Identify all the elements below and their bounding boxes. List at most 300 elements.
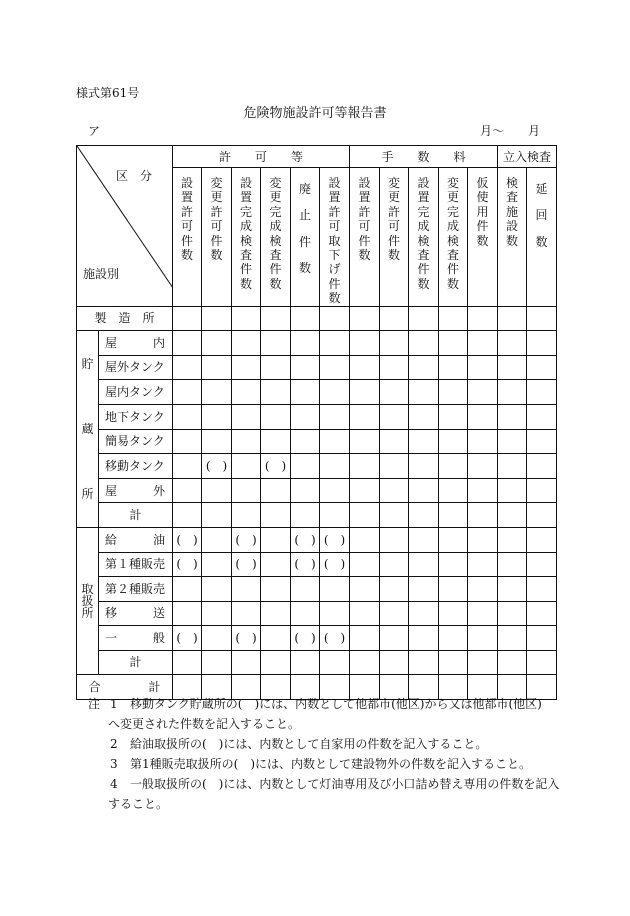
data-cell[interactable] [320, 331, 350, 356]
data-cell[interactable] [173, 355, 202, 380]
column-header-char: 査 [239, 247, 252, 262]
row-label: 簡易タンク [99, 429, 173, 454]
data-cell[interactable] [232, 429, 261, 454]
data-cell[interactable] [409, 552, 439, 577]
column-header-char: 取 [328, 233, 341, 248]
column-header-char: 数 [535, 234, 548, 249]
column-header-char: 完 [269, 204, 282, 219]
column-header-char: 置 [417, 190, 430, 205]
column-header-char: 成 [446, 219, 459, 234]
data-cell[interactable] [439, 355, 468, 380]
data-cell[interactable] [261, 552, 291, 577]
column-header-char: 使 [476, 190, 489, 205]
column-header-char: 設 [328, 176, 341, 190]
data-cell[interactable] [350, 503, 380, 528]
data-cell[interactable] [527, 355, 557, 380]
data-cell[interactable] [232, 577, 261, 602]
data-cell[interactable] [232, 355, 261, 380]
data-cell[interactable] [261, 380, 291, 405]
data-cell[interactable] [527, 454, 557, 479]
column-header-char: 変 [446, 176, 459, 190]
column-header-char: 可 [358, 219, 371, 234]
column-header-5 [291, 168, 320, 307]
column-header-char: 設 [417, 176, 430, 190]
data-cell[interactable] [320, 503, 350, 528]
data-cell[interactable] [291, 380, 320, 405]
data-cell[interactable] [232, 306, 261, 331]
column-header-1 [173, 168, 202, 307]
column-header-char: 件 [358, 233, 371, 248]
row-chozo [77, 454, 557, 479]
row-toriatsukai [77, 577, 557, 602]
column-header-char: 数 [505, 233, 518, 248]
note-number: 4 [110, 777, 118, 791]
data-cell[interactable] [202, 528, 232, 553]
column-header-char: 置 [328, 190, 341, 205]
group-tachiiri: 立入検査 [498, 146, 557, 168]
data-cell[interactable] [409, 650, 439, 675]
data-cell[interactable] [202, 380, 232, 405]
data-cell[interactable] [261, 306, 291, 331]
column-header-3 [232, 168, 261, 307]
data-cell[interactable] [261, 331, 291, 356]
data-cell[interactable] [527, 528, 557, 553]
column-header-char: 査 [417, 247, 430, 262]
data-cell[interactable] [439, 552, 468, 577]
data-cell[interactable] [380, 601, 409, 626]
data-cell[interactable] [498, 404, 527, 429]
column-header-char: 可 [387, 219, 400, 234]
column-header-char: 数 [328, 291, 341, 306]
data-cell[interactable] [350, 331, 380, 356]
data-cell[interactable] [468, 404, 498, 429]
data-cell[interactable] [527, 380, 557, 405]
row-label: 屋外タンク [99, 355, 173, 380]
data-cell[interactable] [232, 552, 261, 577]
data-cell[interactable] [380, 404, 409, 429]
data-cell[interactable] [409, 429, 439, 454]
row-label: 地下タンク [99, 404, 173, 429]
data-cell[interactable] [173, 650, 202, 675]
column-header-char: 数 [269, 276, 282, 291]
column-header-7 [350, 168, 380, 307]
data-cell[interactable] [261, 528, 291, 553]
data-cell[interactable] [202, 355, 232, 380]
data-cell[interactable] [439, 528, 468, 553]
data-cell[interactable] [202, 601, 232, 626]
paren-marker: ( ) [235, 630, 257, 645]
data-cell[interactable] [527, 577, 557, 602]
note-number: 3 [110, 757, 118, 771]
column-header-char: 変 [210, 176, 223, 190]
note-continuation: すること。 [108, 797, 169, 811]
data-cell[interactable] [409, 355, 439, 380]
data-cell[interactable] [202, 478, 232, 503]
column-header-char: 設 [180, 176, 193, 190]
data-cell[interactable] [380, 528, 409, 553]
data-cell[interactable] [173, 503, 202, 528]
data-cell[interactable] [173, 306, 202, 331]
vertical-label-char: 所 [81, 487, 94, 502]
data-cell[interactable] [291, 650, 320, 675]
data-cell[interactable] [468, 650, 498, 675]
data-cell[interactable] [409, 380, 439, 405]
column-header-char: 成 [269, 219, 282, 234]
column-header-char: 延 [535, 182, 548, 196]
column-header-char: 回 [535, 208, 548, 223]
data-cell[interactable] [468, 380, 498, 405]
data-cell[interactable] [232, 626, 261, 651]
data-cell[interactable] [498, 331, 527, 356]
column-header-char: 検 [505, 176, 518, 190]
data-cell[interactable] [350, 404, 380, 429]
data-cell[interactable] [468, 552, 498, 577]
data-cell[interactable] [498, 601, 527, 626]
data-cell[interactable] [350, 528, 380, 553]
data-cell[interactable] [173, 478, 202, 503]
category-toriatsukaisho [77, 528, 99, 675]
column-header-char: 件 [180, 233, 193, 248]
data-cell[interactable] [380, 331, 409, 356]
note-label [88, 734, 110, 754]
column-header-char: 件 [269, 262, 282, 277]
data-cell[interactable] [320, 626, 350, 651]
period-label: 月～ 月 [480, 124, 541, 138]
data-cell[interactable] [173, 331, 202, 356]
data-cell[interactable] [320, 552, 350, 577]
data-cell[interactable] [320, 306, 350, 331]
data-cell[interactable] [291, 355, 320, 380]
column-header-char: 数 [476, 233, 489, 248]
column-header-char: 査 [505, 190, 518, 205]
row-toriatsukai [77, 626, 557, 651]
data-cell[interactable] [439, 380, 468, 405]
data-cell[interactable] [261, 503, 291, 528]
column-header-char: 可 [210, 219, 223, 234]
data-cell[interactable] [468, 601, 498, 626]
data-cell[interactable] [527, 601, 557, 626]
data-cell[interactable] [350, 429, 380, 454]
column-header-char: 成 [417, 219, 430, 234]
data-cell[interactable] [468, 503, 498, 528]
data-cell[interactable] [173, 626, 202, 651]
column-header-char: 許 [180, 204, 193, 219]
data-cell[interactable] [439, 331, 468, 356]
column-header-char: 許 [328, 204, 341, 219]
data-cell[interactable] [527, 429, 557, 454]
column-header-char: 件 [417, 262, 430, 277]
data-cell[interactable] [291, 429, 320, 454]
data-cell[interactable] [173, 528, 202, 553]
data-cell[interactable] [232, 331, 261, 356]
note-text: 移動タンク貯蔵所の( )には、内数として他都市(他区)から又は他都市(他区) [130, 697, 542, 711]
data-cell[interactable] [173, 404, 202, 429]
data-cell[interactable] [291, 626, 320, 651]
column-header-char: 止 [298, 208, 311, 223]
data-cell[interactable] [202, 503, 232, 528]
data-cell[interactable] [527, 478, 557, 503]
data-cell[interactable] [232, 404, 261, 429]
data-cell[interactable] [261, 577, 291, 602]
data-cell[interactable] [409, 404, 439, 429]
column-header-char: 置 [239, 190, 252, 205]
data-cell[interactable] [261, 650, 291, 675]
data-cell[interactable] [380, 478, 409, 503]
column-header-char: 更 [269, 190, 282, 205]
data-cell[interactable] [527, 331, 557, 356]
data-cell[interactable] [291, 454, 320, 479]
data-cell[interactable] [380, 306, 409, 331]
data-cell[interactable] [291, 306, 320, 331]
data-cell[interactable] [261, 626, 291, 651]
data-cell[interactable] [350, 626, 380, 651]
data-cell[interactable] [498, 528, 527, 553]
data-cell[interactable] [350, 650, 380, 675]
data-cell[interactable] [409, 331, 439, 356]
data-cell[interactable] [350, 454, 380, 479]
column-header-char: 可 [180, 219, 193, 234]
data-cell[interactable] [439, 626, 468, 651]
data-cell[interactable] [350, 380, 380, 405]
data-cell[interactable] [261, 429, 291, 454]
data-cell[interactable] [527, 306, 557, 331]
row-chozo [77, 404, 557, 429]
column-header-char: 数 [298, 261, 311, 276]
data-cell[interactable] [320, 355, 350, 380]
data-cell[interactable] [202, 306, 232, 331]
data-cell[interactable] [439, 404, 468, 429]
vertical-label-char: 蔵 [81, 422, 94, 436]
data-cell[interactable] [498, 650, 527, 675]
data-cell[interactable] [468, 454, 498, 479]
data-cell[interactable] [320, 528, 350, 553]
data-cell[interactable] [380, 552, 409, 577]
paren-marker: ( ) [205, 458, 228, 473]
data-cell[interactable] [232, 478, 261, 503]
row-label: 第１種販売 [99, 552, 173, 577]
data-cell[interactable] [498, 552, 527, 577]
data-cell[interactable] [527, 503, 557, 528]
data-cell[interactable] [320, 380, 350, 405]
paren-marker: ( ) [264, 458, 287, 473]
column-header-char: 検 [239, 233, 252, 248]
data-cell[interactable] [320, 650, 350, 675]
column-header-char: 変 [387, 176, 400, 190]
column-header-char: 変 [269, 176, 282, 190]
paren-marker: ( ) [323, 630, 346, 645]
data-cell[interactable] [173, 429, 202, 454]
data-cell[interactable] [498, 626, 527, 651]
data-cell[interactable] [291, 478, 320, 503]
data-cell[interactable] [202, 650, 232, 675]
data-cell[interactable] [320, 429, 350, 454]
data-cell[interactable] [468, 577, 498, 602]
column-header-char: げ [328, 262, 341, 277]
data-cell[interactable] [202, 454, 232, 479]
data-cell[interactable] [320, 577, 350, 602]
data-cell[interactable] [439, 601, 468, 626]
row-chozo [77, 429, 557, 454]
data-cell[interactable] [320, 601, 350, 626]
data-cell[interactable] [527, 404, 557, 429]
data-cell[interactable] [527, 650, 557, 675]
data-cell[interactable] [498, 355, 527, 380]
data-cell[interactable] [380, 454, 409, 479]
data-cell[interactable] [261, 601, 291, 626]
row-chozo [77, 478, 557, 503]
row-label: 移 送 [99, 601, 173, 626]
data-cell[interactable] [409, 478, 439, 503]
data-cell[interactable] [291, 404, 320, 429]
data-cell[interactable] [409, 626, 439, 651]
data-cell[interactable] [468, 429, 498, 454]
data-cell[interactable] [291, 528, 320, 553]
vertical-label-char: 貯 [81, 356, 94, 371]
column-header-char: 更 [446, 190, 459, 205]
data-cell[interactable] [232, 380, 261, 405]
data-cell[interactable] [232, 503, 261, 528]
column-header-char: 数 [358, 247, 371, 262]
data-cell[interactable] [409, 503, 439, 528]
data-cell[interactable] [527, 552, 557, 577]
column-header-char: 設 [505, 219, 518, 234]
data-cell[interactable] [409, 306, 439, 331]
prefix-label: ア [88, 124, 101, 138]
row-label-chozo-total: 計 [99, 503, 173, 528]
data-cell[interactable] [350, 577, 380, 602]
data-cell[interactable] [350, 601, 380, 626]
data-cell[interactable] [291, 331, 320, 356]
data-cell[interactable] [468, 355, 498, 380]
data-cell[interactable] [173, 552, 202, 577]
data-cell[interactable] [232, 528, 261, 553]
data-cell[interactable] [173, 577, 202, 602]
column-header-char: 許 [210, 204, 223, 219]
data-cell[interactable] [350, 552, 380, 577]
data-cell[interactable] [261, 404, 291, 429]
data-cell[interactable] [320, 478, 350, 503]
data-cell[interactable] [468, 478, 498, 503]
data-cell[interactable] [498, 429, 527, 454]
report-table [76, 145, 557, 700]
row-toriatsukai [77, 601, 557, 626]
column-header-6 [320, 168, 350, 307]
data-cell[interactable] [439, 429, 468, 454]
data-cell[interactable] [202, 577, 232, 602]
column-header-char: 数 [210, 247, 223, 262]
column-header-13 [527, 168, 557, 307]
data-cell[interactable] [439, 650, 468, 675]
data-cell[interactable] [498, 380, 527, 405]
data-cell[interactable] [350, 306, 380, 331]
column-header-char: 件 [328, 276, 341, 291]
data-cell[interactable] [527, 626, 557, 651]
data-cell[interactable] [320, 454, 350, 479]
data-cell[interactable] [291, 552, 320, 577]
header-diagonal-cell [77, 146, 173, 307]
note-item [88, 754, 568, 774]
data-cell[interactable] [380, 380, 409, 405]
data-cell[interactable] [232, 601, 261, 626]
data-cell[interactable] [291, 503, 320, 528]
data-cell[interactable] [380, 650, 409, 675]
data-cell[interactable] [439, 577, 468, 602]
column-header-char: 数 [180, 247, 193, 262]
data-cell[interactable] [350, 478, 380, 503]
group-tesuryo: 手 数 料 [350, 146, 498, 168]
data-cell[interactable] [173, 454, 202, 479]
data-cell[interactable] [409, 454, 439, 479]
column-header-9 [409, 168, 439, 307]
data-cell[interactable] [261, 355, 291, 380]
data-cell[interactable] [350, 355, 380, 380]
paren-marker: ( ) [176, 557, 198, 572]
data-cell[interactable] [439, 503, 468, 528]
data-cell[interactable] [468, 626, 498, 651]
data-cell[interactable] [409, 577, 439, 602]
paren-marker: ( ) [235, 557, 257, 572]
column-header-char: 置 [180, 190, 193, 205]
data-cell[interactable] [202, 626, 232, 651]
data-cell[interactable] [439, 306, 468, 331]
data-cell[interactable] [380, 577, 409, 602]
data-cell[interactable] [232, 454, 261, 479]
data-cell[interactable] [380, 503, 409, 528]
data-cell[interactable] [261, 478, 291, 503]
data-cell[interactable] [291, 601, 320, 626]
data-cell[interactable] [232, 650, 261, 675]
data-cell[interactable] [468, 331, 498, 356]
column-header-char: 件 [210, 233, 223, 248]
data-cell[interactable] [291, 577, 320, 602]
data-cell[interactable] [498, 503, 527, 528]
data-cell[interactable] [202, 429, 232, 454]
data-cell[interactable] [468, 528, 498, 553]
data-cell[interactable] [380, 626, 409, 651]
data-cell[interactable] [439, 478, 468, 503]
data-cell[interactable] [439, 454, 468, 479]
column-header-char: 許 [358, 204, 371, 219]
data-cell[interactable] [202, 331, 232, 356]
data-cell[interactable] [202, 552, 232, 577]
column-header-char: 成 [239, 219, 252, 234]
data-cell[interactable] [409, 528, 439, 553]
note-number: 1 [110, 697, 118, 711]
shisetsu-label: 施設別 [83, 266, 120, 281]
note-text: 一般取扱所の( )には、内数として灯油専用及び小口詰め替え専用の件数を記入 [130, 777, 560, 791]
group-kyoka: 許 可 等 [173, 146, 350, 168]
data-cell[interactable] [202, 404, 232, 429]
column-header-char: 更 [210, 190, 223, 205]
row-chozo [77, 331, 557, 356]
data-cell[interactable] [173, 380, 202, 405]
data-cell[interactable] [498, 478, 527, 503]
data-cell[interactable] [498, 454, 527, 479]
note-item [88, 774, 568, 794]
data-cell[interactable] [468, 306, 498, 331]
data-cell[interactable] [173, 601, 202, 626]
data-cell[interactable] [409, 601, 439, 626]
data-cell[interactable] [261, 454, 291, 479]
notes [88, 694, 568, 814]
column-header-char: 数 [239, 276, 252, 291]
data-cell[interactable] [320, 404, 350, 429]
data-cell[interactable] [498, 577, 527, 602]
data-cell[interactable] [380, 355, 409, 380]
data-cell[interactable] [498, 306, 527, 331]
column-header-char: 数 [387, 247, 400, 262]
data-cell[interactable] [380, 429, 409, 454]
